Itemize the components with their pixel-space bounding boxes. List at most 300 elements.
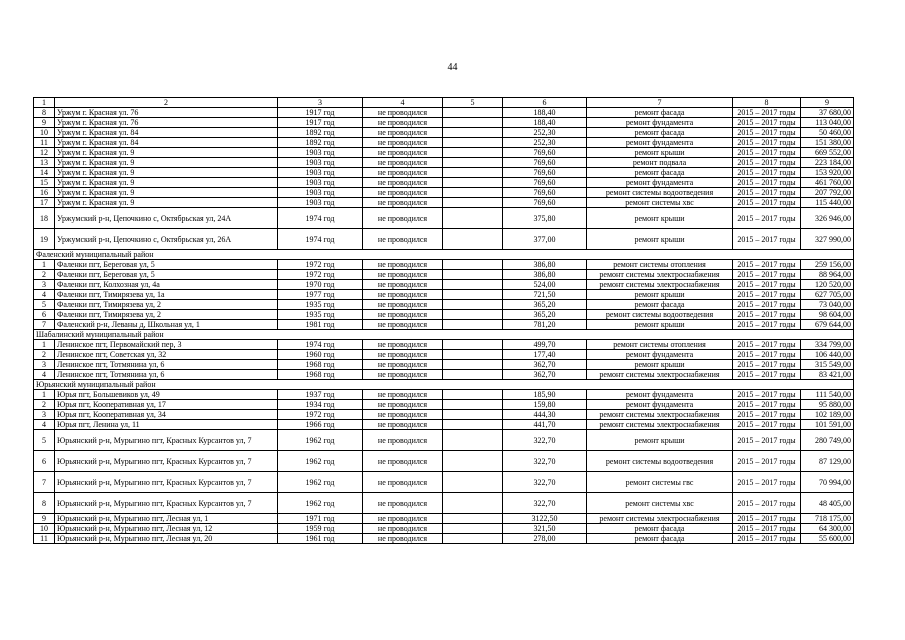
address-cell: Уржум г. Красная ул. 9	[55, 188, 278, 198]
year-built-cell: 1974 год	[278, 208, 363, 229]
area-cell: 188,40	[503, 108, 587, 118]
address-cell: Фаленки пгт, Колхозная ул, 4а	[55, 280, 278, 290]
address-cell: Ленинское пгт, Тотмянина ул, 6	[55, 370, 278, 380]
row-number-cell: 19	[34, 229, 55, 250]
address-cell: Уржум г. Красная ул. 84	[55, 138, 278, 148]
last-repair-cell: не проводился	[363, 472, 443, 493]
period-cell: 2015 – 2017 годы	[733, 280, 801, 290]
cost-cell: 87 129,00	[801, 451, 854, 472]
table-row	[34, 178, 854, 188]
address-cell: Фаленки пгт, Тимирязева ул, 1а	[55, 290, 278, 300]
column-5-cell	[443, 178, 503, 188]
column-5-cell	[443, 390, 503, 400]
row-number-cell: 1	[34, 390, 55, 400]
address-cell: Юрьянский р-н, Мурыгино пгт, Красных Курсантов ул, 7	[55, 493, 278, 514]
last-repair-cell: не проводился	[363, 493, 443, 514]
cost-cell: 64 300,00	[801, 524, 854, 534]
period-cell: 2015 – 2017 годы	[733, 310, 801, 320]
last-repair-cell: не проводился	[363, 108, 443, 118]
table-row	[34, 148, 854, 158]
last-repair-cell: не проводился	[363, 320, 443, 330]
cost-cell: 669 552,00	[801, 148, 854, 158]
repair-work-cell: ремонт системы гвс	[587, 472, 733, 493]
repair-work-cell: ремонт крыши	[587, 148, 733, 158]
address-cell: Фаленки пгт, Тимирязева ул, 2	[55, 310, 278, 320]
address-cell: Ленинское пгт, Советская ул, 32	[55, 350, 278, 360]
cost-cell: 679 644,00	[801, 320, 854, 330]
area-cell: 365,20	[503, 310, 587, 320]
cost-cell: 95 880,00	[801, 400, 854, 410]
header-cell: 4	[363, 98, 443, 108]
cost-cell: 207 792,00	[801, 188, 854, 198]
table-row	[34, 229, 854, 250]
period-cell: 2015 – 2017 годы	[733, 300, 801, 310]
repair-work-cell: ремонт системы водоотведения	[587, 188, 733, 198]
row-number-cell: 16	[34, 188, 55, 198]
row-number-cell: 10	[34, 524, 55, 534]
column-5-cell	[443, 451, 503, 472]
row-number-cell: 1	[34, 260, 55, 270]
repair-schedule-table	[33, 97, 854, 544]
area-cell: 781,20	[503, 320, 587, 330]
section-title: Шабалинский муниципальный район	[34, 330, 854, 340]
header-cell: 8	[733, 98, 801, 108]
column-5-cell	[443, 410, 503, 420]
cost-cell: 48 405,00	[801, 493, 854, 514]
period-cell: 2015 – 2017 годы	[733, 451, 801, 472]
cost-cell: 280 749,00	[801, 430, 854, 451]
table-row	[34, 260, 854, 270]
repair-work-cell: ремонт фасада	[587, 300, 733, 310]
table-row	[34, 188, 854, 198]
row-number-cell: 17	[34, 198, 55, 208]
section-title: Фаленский муниципальный район	[34, 250, 854, 260]
table-row	[34, 451, 854, 472]
period-cell: 2015 – 2017 годы	[733, 430, 801, 451]
column-5-cell	[443, 280, 503, 290]
area-cell: 769,60	[503, 198, 587, 208]
last-repair-cell: не проводился	[363, 128, 443, 138]
period-cell: 2015 – 2017 годы	[733, 118, 801, 128]
row-number-cell: 3	[34, 280, 55, 290]
cost-cell: 223 184,00	[801, 158, 854, 168]
row-number-cell: 13	[34, 158, 55, 168]
last-repair-cell: не проводился	[363, 168, 443, 178]
cost-cell: 83 421,00	[801, 370, 854, 380]
period-cell: 2015 – 2017 годы	[733, 290, 801, 300]
repair-work-cell: ремонт системы отопления	[587, 340, 733, 350]
address-cell: Уржумский р-н, Цепочкино с, Октябрьская ул, 26А	[55, 229, 278, 250]
period-cell: 2015 – 2017 годы	[733, 158, 801, 168]
last-repair-cell: не проводился	[363, 400, 443, 410]
row-number-cell: 18	[34, 208, 55, 229]
area-cell: 499,70	[503, 340, 587, 350]
repair-work-cell: ремонт системы хвс	[587, 198, 733, 208]
area-cell: 769,60	[503, 168, 587, 178]
table-row	[34, 472, 854, 493]
cost-cell: 111 540,00	[801, 390, 854, 400]
last-repair-cell: не проводился	[363, 524, 443, 534]
repair-work-cell: ремонт системы хвс	[587, 493, 733, 514]
year-built-cell: 1970 год	[278, 280, 363, 290]
cost-cell: 102 189,00	[801, 410, 854, 420]
row-number-cell: 4	[34, 290, 55, 300]
table-row	[34, 108, 854, 118]
repair-work-cell: ремонт крыши	[587, 290, 733, 300]
address-cell: Юрья пгт, Кооперативная ул, 17	[55, 400, 278, 410]
area-cell: 3122,50	[503, 514, 587, 524]
row-number-cell: 8	[34, 493, 55, 514]
cost-cell: 50 460,00	[801, 128, 854, 138]
repair-work-cell: ремонт системы водоотведения	[587, 451, 733, 472]
row-number-cell: 4	[34, 420, 55, 430]
last-repair-cell: не проводился	[363, 310, 443, 320]
section-row	[34, 330, 854, 340]
last-repair-cell: не проводился	[363, 198, 443, 208]
year-built-cell: 1917 год	[278, 108, 363, 118]
area-cell: 375,80	[503, 208, 587, 229]
repair-work-cell: ремонт фундамента	[587, 400, 733, 410]
year-built-cell: 1962 год	[278, 430, 363, 451]
year-built-cell: 1903 год	[278, 178, 363, 188]
address-cell: Юрья пгт, Ленина ул, 11	[55, 420, 278, 430]
table-row	[34, 524, 854, 534]
last-repair-cell: не проводился	[363, 158, 443, 168]
period-cell: 2015 – 2017 годы	[733, 178, 801, 188]
repair-work-cell: ремонт крыши	[587, 360, 733, 370]
table-row	[34, 360, 854, 370]
column-5-cell	[443, 290, 503, 300]
period-cell: 2015 – 2017 годы	[733, 168, 801, 178]
last-repair-cell: не проводился	[363, 451, 443, 472]
year-built-cell: 1962 год	[278, 451, 363, 472]
address-cell: Юрья пгт, Кооперативная ул, 34	[55, 410, 278, 420]
table-body	[34, 98, 854, 544]
area-cell: 159,80	[503, 400, 587, 410]
repair-work-cell: ремонт фасада	[587, 524, 733, 534]
table-row	[34, 310, 854, 320]
year-built-cell: 1917 год	[278, 118, 363, 128]
section-row	[34, 250, 854, 260]
last-repair-cell: не проводился	[363, 370, 443, 380]
row-number-cell: 6	[34, 451, 55, 472]
address-cell: Юрьянский р-н, Мурыгино пгт, Красных Курсантов ул, 7	[55, 472, 278, 493]
header-cell: 9	[801, 98, 854, 108]
repair-work-cell: ремонт фасада	[587, 108, 733, 118]
table-row	[34, 534, 854, 544]
repair-schedule-table-container	[33, 97, 854, 544]
column-5-cell	[443, 128, 503, 138]
column-5-cell	[443, 138, 503, 148]
table-row	[34, 158, 854, 168]
last-repair-cell: не проводился	[363, 300, 443, 310]
repair-work-cell: ремонт фасада	[587, 128, 733, 138]
area-cell: 322,70	[503, 472, 587, 493]
column-5-cell	[443, 340, 503, 350]
year-built-cell: 1968 год	[278, 370, 363, 380]
repair-work-cell: ремонт подвала	[587, 158, 733, 168]
page-number: 44	[447, 62, 458, 73]
address-cell: Юрьянский р-н, Мурыгино пгт, Красных Курсантов ул, 7	[55, 430, 278, 451]
repair-work-cell: ремонт системы электроснабжения	[587, 410, 733, 420]
year-built-cell: 1935 год	[278, 300, 363, 310]
period-cell: 2015 – 2017 годы	[733, 270, 801, 280]
row-number-cell: 9	[34, 118, 55, 128]
table-row	[34, 320, 854, 330]
period-cell: 2015 – 2017 годы	[733, 390, 801, 400]
table-row	[34, 118, 854, 128]
row-number-cell: 6	[34, 310, 55, 320]
repair-work-cell: ремонт системы отопления	[587, 260, 733, 270]
column-5-cell	[443, 310, 503, 320]
repair-work-cell: ремонт фундамента	[587, 178, 733, 188]
cost-cell: 98 604,00	[801, 310, 854, 320]
repair-work-cell: ремонт системы электроснабжения	[587, 370, 733, 380]
column-5-cell	[443, 208, 503, 229]
table-row	[34, 370, 854, 380]
address-cell: Уржум г. Красная ул. 84	[55, 128, 278, 138]
column-5-cell	[443, 360, 503, 370]
area-cell: 278,00	[503, 534, 587, 544]
table-row	[34, 290, 854, 300]
section-title: Юрьянский муниципальный район	[34, 380, 854, 390]
row-number-cell: 1	[34, 340, 55, 350]
period-cell: 2015 – 2017 годы	[733, 493, 801, 514]
row-number-cell: 3	[34, 410, 55, 420]
year-built-cell: 1903 год	[278, 188, 363, 198]
area-cell: 365,20	[503, 300, 587, 310]
area-cell: 252,30	[503, 138, 587, 148]
cost-cell: 153 920,00	[801, 168, 854, 178]
repair-work-cell: ремонт крыши	[587, 229, 733, 250]
address-cell: Юрья пгт, Большевиков ул, 49	[55, 390, 278, 400]
period-cell: 2015 – 2017 годы	[733, 108, 801, 118]
table-row	[34, 410, 854, 420]
cost-cell: 327 990,00	[801, 229, 854, 250]
cost-cell: 627 705,00	[801, 290, 854, 300]
last-repair-cell: не проводился	[363, 430, 443, 451]
table-row	[34, 300, 854, 310]
row-number-cell: 10	[34, 128, 55, 138]
year-built-cell: 1892 год	[278, 138, 363, 148]
header-row	[34, 98, 854, 108]
cost-cell: 334 799,00	[801, 340, 854, 350]
year-built-cell: 1981 год	[278, 320, 363, 330]
year-built-cell: 1962 год	[278, 472, 363, 493]
area-cell: 322,70	[503, 451, 587, 472]
year-built-cell: 1903 год	[278, 148, 363, 158]
area-cell: 185,90	[503, 390, 587, 400]
last-repair-cell: не проводился	[363, 148, 443, 158]
row-number-cell: 9	[34, 514, 55, 524]
area-cell: 177,40	[503, 350, 587, 360]
column-5-cell	[443, 320, 503, 330]
column-5-cell	[443, 420, 503, 430]
period-cell: 2015 – 2017 годы	[733, 400, 801, 410]
column-5-cell	[443, 524, 503, 534]
period-cell: 2015 – 2017 годы	[733, 198, 801, 208]
period-cell: 2015 – 2017 годы	[733, 320, 801, 330]
area-cell: 769,60	[503, 178, 587, 188]
address-cell: Фаленки пгт, Тимирязева ул, 2	[55, 300, 278, 310]
year-built-cell: 1960 год	[278, 350, 363, 360]
year-built-cell: 1966 год	[278, 420, 363, 430]
header-cell: 2	[55, 98, 278, 108]
period-cell: 2015 – 2017 годы	[733, 534, 801, 544]
address-cell: Юрьянский р-н, Мурыгино пгт, Лесная ул, 1	[55, 514, 278, 524]
cost-cell: 37 680,00	[801, 108, 854, 118]
row-number-cell: 5	[34, 300, 55, 310]
row-number-cell: 8	[34, 108, 55, 118]
cost-cell: 88 964,00	[801, 270, 854, 280]
cost-cell: 113 040,00	[801, 118, 854, 128]
table-row	[34, 493, 854, 514]
cost-cell: 101 591,00	[801, 420, 854, 430]
row-number-cell: 2	[34, 350, 55, 360]
row-number-cell: 3	[34, 360, 55, 370]
table-row	[34, 168, 854, 178]
last-repair-cell: не проводился	[363, 208, 443, 229]
repair-work-cell: ремонт системы водоотведения	[587, 310, 733, 320]
column-5-cell	[443, 229, 503, 250]
cost-cell: 106 440,00	[801, 350, 854, 360]
period-cell: 2015 – 2017 годы	[733, 260, 801, 270]
row-number-cell: 7	[34, 320, 55, 330]
address-cell: Уржумский р-н, Цепочкино с, Октябрьская ул, 24А	[55, 208, 278, 229]
column-5-cell	[443, 370, 503, 380]
period-cell: 2015 – 2017 годы	[733, 340, 801, 350]
cost-cell: 461 760,00	[801, 178, 854, 188]
header-cell: 6	[503, 98, 587, 108]
cost-cell: 115 440,00	[801, 198, 854, 208]
row-number-cell: 11	[34, 534, 55, 544]
year-built-cell: 1903 год	[278, 198, 363, 208]
last-repair-cell: не проводился	[363, 188, 443, 198]
header-cell: 7	[587, 98, 733, 108]
table-row	[34, 514, 854, 524]
table-row	[34, 128, 854, 138]
header-cell: 5	[443, 98, 503, 108]
last-repair-cell: не проводился	[363, 534, 443, 544]
area-cell: 386,80	[503, 270, 587, 280]
column-5-cell	[443, 158, 503, 168]
last-repair-cell: не проводился	[363, 270, 443, 280]
row-number-cell: 11	[34, 138, 55, 148]
column-5-cell	[443, 108, 503, 118]
column-5-cell	[443, 350, 503, 360]
column-5-cell	[443, 198, 503, 208]
year-built-cell: 1972 год	[278, 410, 363, 420]
table-row	[34, 198, 854, 208]
area-cell: 377,00	[503, 229, 587, 250]
table-row	[34, 350, 854, 360]
address-cell: Фаленки пгт, Береговая ул, 5	[55, 270, 278, 280]
repair-work-cell: ремонт крыши	[587, 208, 733, 229]
repair-work-cell: ремонт фундамента	[587, 390, 733, 400]
repair-work-cell: ремонт фундамента	[587, 350, 733, 360]
address-cell: Юрьянский р-н, Мурыгино пгт, Красных Курсантов ул, 7	[55, 451, 278, 472]
period-cell: 2015 – 2017 годы	[733, 420, 801, 430]
period-cell: 2015 – 2017 годы	[733, 208, 801, 229]
table-row	[34, 208, 854, 229]
cost-cell: 718 175,00	[801, 514, 854, 524]
row-number-cell: 14	[34, 168, 55, 178]
year-built-cell: 1972 год	[278, 270, 363, 280]
area-cell: 769,60	[503, 158, 587, 168]
cost-cell: 326 946,00	[801, 208, 854, 229]
year-built-cell: 1968 год	[278, 360, 363, 370]
year-built-cell: 1937 год	[278, 390, 363, 400]
repair-work-cell: ремонт фасада	[587, 534, 733, 544]
area-cell: 188,40	[503, 118, 587, 128]
area-cell: 362,70	[503, 370, 587, 380]
column-5-cell	[443, 534, 503, 544]
year-built-cell: 1974 год	[278, 229, 363, 250]
column-5-cell	[443, 260, 503, 270]
column-5-cell	[443, 270, 503, 280]
repair-work-cell: ремонт системы электроснабжения	[587, 514, 733, 524]
period-cell: 2015 – 2017 годы	[733, 514, 801, 524]
last-repair-cell: не проводился	[363, 420, 443, 430]
area-cell: 321,50	[503, 524, 587, 534]
year-built-cell: 1935 год	[278, 310, 363, 320]
row-number-cell: 15	[34, 178, 55, 188]
last-repair-cell: не проводился	[363, 360, 443, 370]
last-repair-cell: не проводился	[363, 118, 443, 128]
column-5-cell	[443, 493, 503, 514]
year-built-cell: 1971 год	[278, 514, 363, 524]
row-number-cell: 12	[34, 148, 55, 158]
column-5-cell	[443, 430, 503, 451]
period-cell: 2015 – 2017 годы	[733, 350, 801, 360]
cost-cell: 73 040,00	[801, 300, 854, 310]
period-cell: 2015 – 2017 годы	[733, 229, 801, 250]
table-row	[34, 340, 854, 350]
table-row	[34, 270, 854, 280]
repair-work-cell: ремонт крыши	[587, 430, 733, 451]
column-5-cell	[443, 472, 503, 493]
last-repair-cell: не проводился	[363, 138, 443, 148]
row-number-cell: 4	[34, 370, 55, 380]
period-cell: 2015 – 2017 годы	[733, 138, 801, 148]
address-cell: Уржум г. Красная ул. 76	[55, 108, 278, 118]
cost-cell: 70 994,00	[801, 472, 854, 493]
column-5-cell	[443, 400, 503, 410]
area-cell: 322,70	[503, 430, 587, 451]
year-built-cell: 1962 год	[278, 493, 363, 514]
table-row	[34, 420, 854, 430]
address-cell: Фаленский р-н, Леваны д, Школьная ул, 1	[55, 320, 278, 330]
period-cell: 2015 – 2017 годы	[733, 360, 801, 370]
column-5-cell	[443, 168, 503, 178]
table-row	[34, 138, 854, 148]
repair-work-cell: ремонт фундамента	[587, 118, 733, 128]
address-cell: Уржум г. Красная ул. 9	[55, 148, 278, 158]
year-built-cell: 1961 год	[278, 534, 363, 544]
address-cell: Ленинское пгт, Первомайский пер, 3	[55, 340, 278, 350]
area-cell: 441,70	[503, 420, 587, 430]
repair-work-cell: ремонт фасада	[587, 168, 733, 178]
address-cell: Юрьянский р-н, Мурыгино пгт, Лесная ул, 20	[55, 534, 278, 544]
period-cell: 2015 – 2017 годы	[733, 370, 801, 380]
cost-cell: 315 549,00	[801, 360, 854, 370]
area-cell: 322,70	[503, 493, 587, 514]
repair-work-cell: ремонт системы электроснабжения	[587, 270, 733, 280]
year-built-cell: 1892 год	[278, 128, 363, 138]
period-cell: 2015 – 2017 годы	[733, 188, 801, 198]
last-repair-cell: не проводился	[363, 229, 443, 250]
table-row	[34, 280, 854, 290]
